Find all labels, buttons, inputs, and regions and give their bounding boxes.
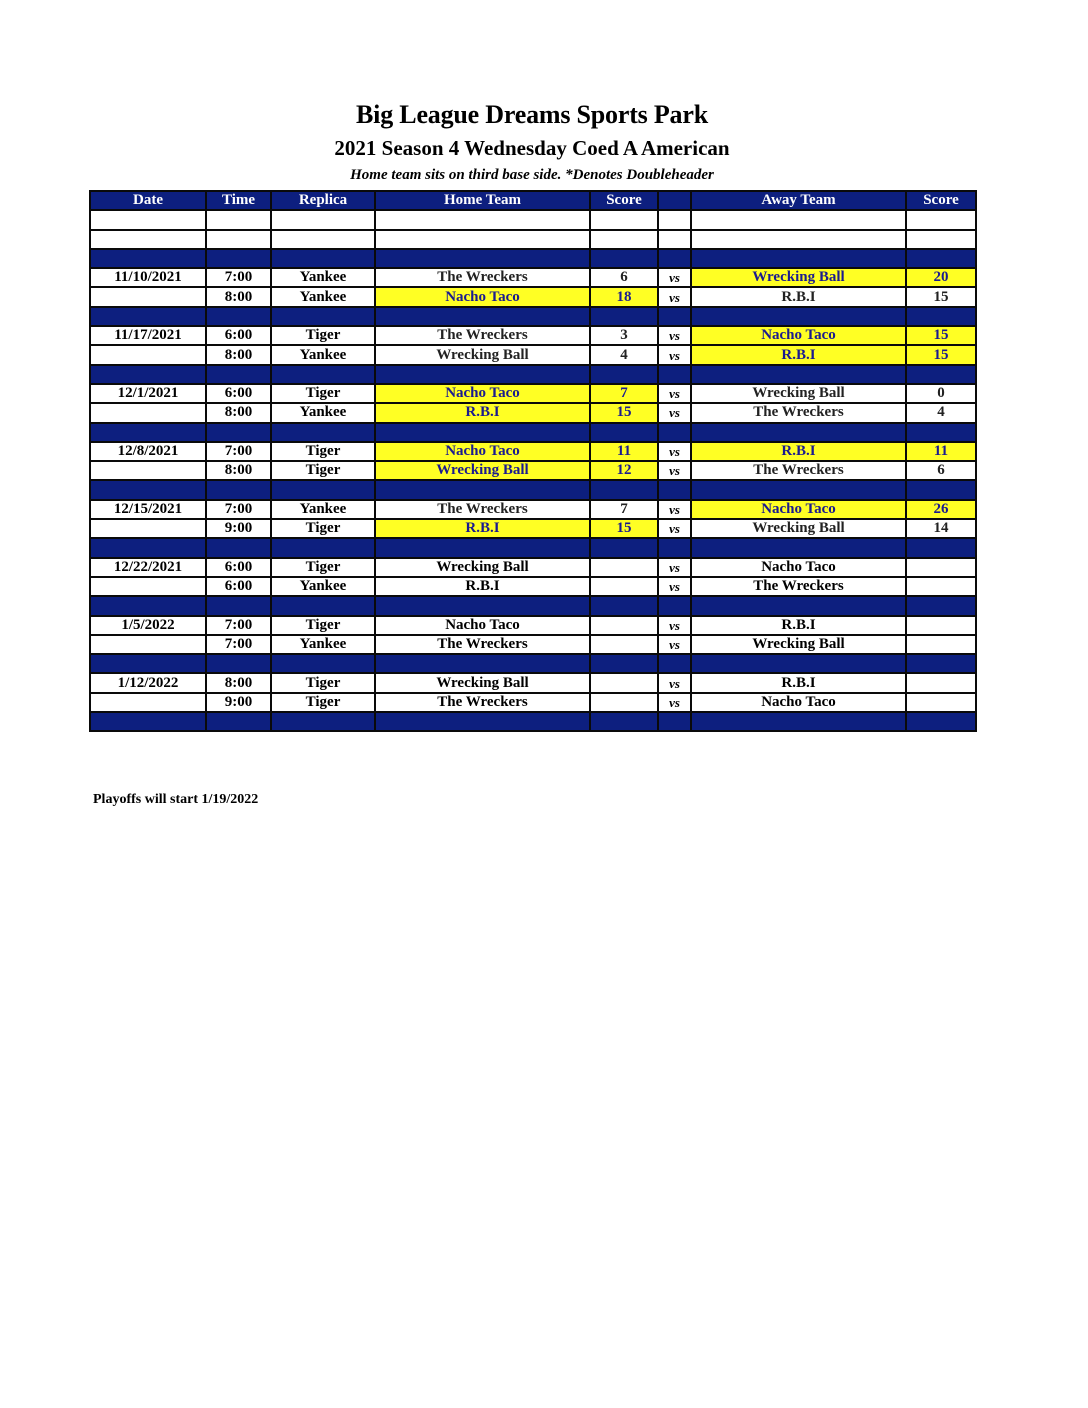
- playoffs-note: Playoffs will start 1/19/2022: [93, 792, 259, 807]
- vs-label: vs: [658, 326, 691, 345]
- vs-label: vs: [658, 403, 691, 422]
- home-score: 15: [590, 519, 658, 538]
- column-header-vs: [658, 191, 691, 210]
- away-score: 4: [906, 403, 976, 422]
- game-time: 7:00: [206, 635, 271, 654]
- game-replica: Yankee: [271, 500, 375, 519]
- home-score: 3: [590, 326, 658, 345]
- vs-label: vs: [658, 519, 691, 538]
- game-time: 7:00: [206, 616, 271, 635]
- home-score: [590, 673, 658, 692]
- game-replica: Tiger: [271, 461, 375, 480]
- game-replica: Tiger: [271, 442, 375, 461]
- home-score: 12: [590, 461, 658, 480]
- home-score: 4: [590, 345, 658, 364]
- game-date: [90, 577, 206, 596]
- home-team: The Wreckers: [375, 326, 590, 345]
- blank-row: [90, 210, 976, 229]
- home-score: 7: [590, 500, 658, 519]
- column-header-time: Time: [206, 191, 271, 210]
- vs-label: vs: [658, 268, 691, 287]
- game-date: 12/1/2021: [90, 384, 206, 403]
- game-time: 9:00: [206, 519, 271, 538]
- game-time: 8:00: [206, 403, 271, 422]
- home-team: Nacho Taco: [375, 616, 590, 635]
- separator-row: [90, 654, 976, 673]
- game-row: [90, 693, 976, 712]
- separator-row: [90, 712, 976, 731]
- game-row: [90, 345, 976, 364]
- game-time: 8:00: [206, 345, 271, 364]
- game-time: 8:00: [206, 287, 271, 306]
- game-time: 8:00: [206, 461, 271, 480]
- home-team: Nacho Taco: [375, 384, 590, 403]
- home-team: Wrecking Ball: [375, 345, 590, 364]
- page-subtitle: 2021 Season 4 Wednesday Coed A American: [334, 136, 730, 160]
- game-row: [90, 384, 976, 403]
- vs-label: vs: [658, 616, 691, 635]
- away-team: Nacho Taco: [691, 693, 906, 712]
- home-score: 6: [590, 268, 658, 287]
- away-score: 0: [906, 384, 976, 403]
- vs-label: vs: [658, 558, 691, 577]
- away-team: R.B.I: [691, 673, 906, 692]
- away-score: [906, 558, 976, 577]
- away-team: Wrecking Ball: [691, 635, 906, 654]
- home-team: The Wreckers: [375, 693, 590, 712]
- separator-row: [90, 423, 976, 442]
- separator-row: [90, 480, 976, 499]
- away-score: [906, 616, 976, 635]
- away-team: Wrecking Ball: [691, 268, 906, 287]
- game-row: [90, 268, 976, 287]
- game-row: [90, 500, 976, 519]
- column-header-home-team: Home Team: [375, 191, 590, 210]
- game-row: [90, 287, 976, 306]
- blank-row: [90, 230, 976, 249]
- game-time: 6:00: [206, 326, 271, 345]
- home-score: [590, 693, 658, 712]
- vs-label: vs: [658, 500, 691, 519]
- away-team: The Wreckers: [691, 577, 906, 596]
- home-team: The Wreckers: [375, 500, 590, 519]
- game-date: 12/22/2021: [90, 558, 206, 577]
- away-score: 20: [906, 268, 976, 287]
- home-team: Wrecking Ball: [375, 461, 590, 480]
- column-header-home-score: Score: [590, 191, 658, 210]
- home-score: 18: [590, 287, 658, 306]
- vs-label: vs: [658, 577, 691, 596]
- home-team: Nacho Taco: [375, 287, 590, 306]
- game-time: 6:00: [206, 558, 271, 577]
- home-team: The Wreckers: [375, 268, 590, 287]
- game-replica: Tiger: [271, 519, 375, 538]
- home-team: Wrecking Ball: [375, 558, 590, 577]
- home-score: [590, 558, 658, 577]
- separator-row: [90, 538, 976, 557]
- home-score: 15: [590, 403, 658, 422]
- separator-row: [90, 307, 976, 326]
- vs-label: vs: [658, 442, 691, 461]
- away-team: Nacho Taco: [691, 558, 906, 577]
- away-score: [906, 693, 976, 712]
- away-score: 15: [906, 345, 976, 364]
- home-team: R.B.I: [375, 403, 590, 422]
- separator-row: [90, 365, 976, 384]
- away-team: The Wreckers: [691, 403, 906, 422]
- game-time: 7:00: [206, 442, 271, 461]
- away-score: 26: [906, 500, 976, 519]
- game-row: [90, 403, 976, 422]
- away-team: The Wreckers: [691, 461, 906, 480]
- game-date: [90, 519, 206, 538]
- game-time: 7:00: [206, 268, 271, 287]
- home-score: [590, 577, 658, 596]
- away-team: Nacho Taco: [691, 500, 906, 519]
- game-replica: Tiger: [271, 693, 375, 712]
- game-replica: Yankee: [271, 403, 375, 422]
- game-replica: Tiger: [271, 384, 375, 403]
- home-score: [590, 616, 658, 635]
- home-team: R.B.I: [375, 519, 590, 538]
- game-date: [90, 287, 206, 306]
- game-date: [90, 635, 206, 654]
- game-row: [90, 616, 976, 635]
- game-time: 6:00: [206, 384, 271, 403]
- page-title: Big League Dreams Sports Park: [356, 100, 708, 129]
- game-row: [90, 326, 976, 345]
- vs-label: vs: [658, 673, 691, 692]
- away-score: [906, 673, 976, 692]
- game-replica: Tiger: [271, 558, 375, 577]
- away-score: 15: [906, 287, 976, 306]
- game-date: 12/15/2021: [90, 500, 206, 519]
- away-team: R.B.I: [691, 287, 906, 306]
- game-date: [90, 403, 206, 422]
- game-replica: Tiger: [271, 326, 375, 345]
- away-team: R.B.I: [691, 345, 906, 364]
- game-date: [90, 693, 206, 712]
- game-date: 12/8/2021: [90, 442, 206, 461]
- game-replica: Yankee: [271, 268, 375, 287]
- away-score: 15: [906, 326, 976, 345]
- game-row: [90, 442, 976, 461]
- game-row: [90, 673, 976, 692]
- game-date: [90, 345, 206, 364]
- game-replica: Yankee: [271, 577, 375, 596]
- away-team: Wrecking Ball: [691, 384, 906, 403]
- away-team: Nacho Taco: [691, 326, 906, 345]
- vs-label: vs: [658, 345, 691, 364]
- schedule-note: Home team sits on third base side. *Denotes Doubleheader: [350, 167, 714, 183]
- game-replica: Yankee: [271, 635, 375, 654]
- vs-label: vs: [658, 693, 691, 712]
- home-team: The Wreckers: [375, 635, 590, 654]
- game-row: [90, 558, 976, 577]
- column-header-date: Date: [90, 191, 206, 210]
- game-time: 7:00: [206, 500, 271, 519]
- away-team: R.B.I: [691, 616, 906, 635]
- game-replica: Yankee: [271, 287, 375, 306]
- schedule-body: [90, 210, 976, 731]
- column-header-replica: Replica: [271, 191, 375, 210]
- separator-row: [90, 596, 976, 615]
- game-time: 9:00: [206, 693, 271, 712]
- game-row: [90, 635, 976, 654]
- game-replica: Yankee: [271, 345, 375, 364]
- game-date: [90, 461, 206, 480]
- game-replica: Tiger: [271, 616, 375, 635]
- vs-label: vs: [658, 384, 691, 403]
- home-team: Nacho Taco: [375, 442, 590, 461]
- away-team: R.B.I: [691, 442, 906, 461]
- game-row: [90, 519, 976, 538]
- away-score: 6: [906, 461, 976, 480]
- home-score: 11: [590, 442, 658, 461]
- away-score: [906, 577, 976, 596]
- away-score: 11: [906, 442, 976, 461]
- away-score: [906, 635, 976, 654]
- column-header-away-team: Away Team: [691, 191, 906, 210]
- away-team: Wrecking Ball: [691, 519, 906, 538]
- header-row: [90, 191, 976, 210]
- game-time: 8:00: [206, 673, 271, 692]
- game-date: 1/12/2022: [90, 673, 206, 692]
- column-header-away-score: Score: [906, 191, 976, 210]
- separator-row: [90, 249, 976, 268]
- schedule-table: [89, 190, 977, 732]
- game-replica: Tiger: [271, 673, 375, 692]
- vs-label: vs: [658, 635, 691, 654]
- home-team: R.B.I: [375, 577, 590, 596]
- game-row: [90, 461, 976, 480]
- game-time: 6:00: [206, 577, 271, 596]
- game-date: 11/10/2021: [90, 268, 206, 287]
- home-score: [590, 635, 658, 654]
- away-score: 14: [906, 519, 976, 538]
- game-date: 1/5/2022: [90, 616, 206, 635]
- vs-label: vs: [658, 461, 691, 480]
- game-date: 11/17/2021: [90, 326, 206, 345]
- home-team: Wrecking Ball: [375, 673, 590, 692]
- home-score: 7: [590, 384, 658, 403]
- vs-label: vs: [658, 287, 691, 306]
- game-row: [90, 577, 976, 596]
